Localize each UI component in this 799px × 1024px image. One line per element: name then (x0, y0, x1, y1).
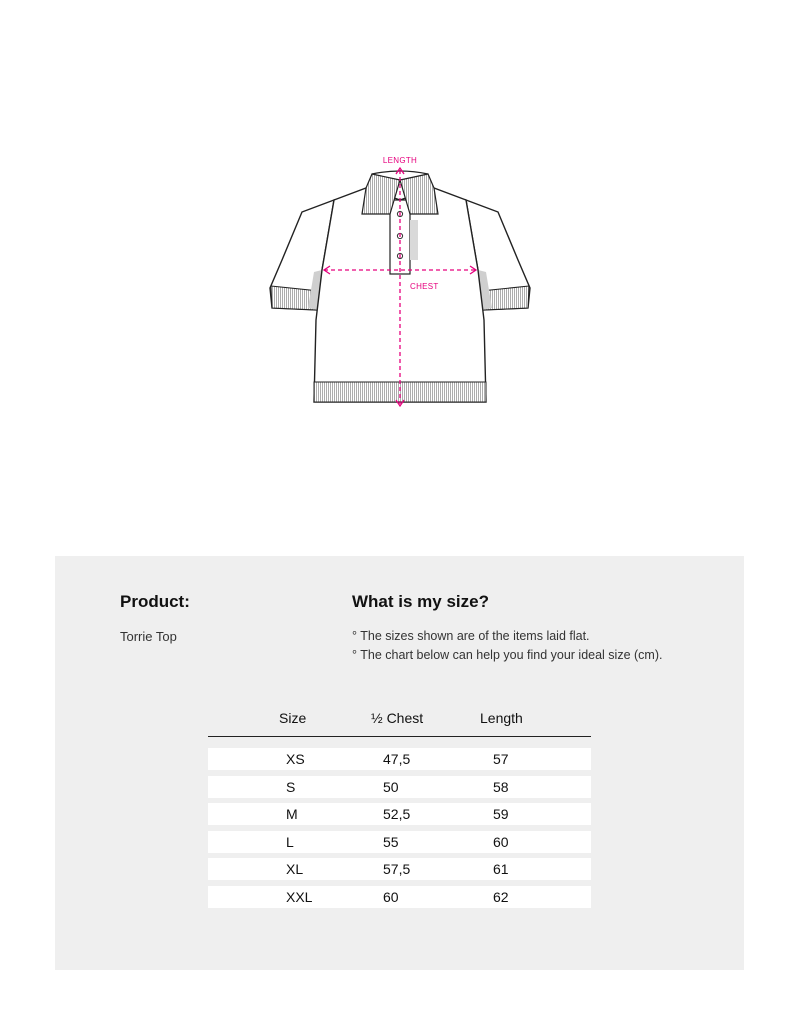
cell-length: 60 (493, 833, 509, 850)
cell-half-chest: 47,5 (383, 751, 411, 767)
cell-size: XS (286, 751, 305, 767)
table-row (208, 748, 591, 770)
product-heading: Product: (120, 592, 190, 611)
size-table-header (208, 706, 591, 737)
product-name: Torrie Top (120, 629, 177, 644)
size-table-body (208, 737, 591, 908)
table-row (208, 858, 591, 880)
cell-half-chest: 52,5 (383, 806, 411, 823)
header-half-chest: ½ Chest (371, 710, 424, 726)
cell-half-chest: 55 (383, 833, 399, 850)
header-length: Length (480, 710, 523, 726)
size-table (208, 706, 591, 908)
cell-half-chest: 57,5 (383, 861, 411, 878)
cell-size: M (286, 806, 298, 823)
size-guide-panel (55, 556, 744, 970)
size-note-1: ° The sizes shown are of the items laid flat. (352, 629, 590, 643)
cell-length: 58 (493, 778, 509, 795)
cell-size: S (286, 778, 296, 795)
cell-size: XXL (286, 888, 313, 905)
table-row (208, 886, 591, 908)
cell-half-chest: 60 (383, 888, 399, 905)
polo-shirt-illustration (262, 150, 538, 415)
cell-size: L (286, 833, 294, 850)
polo-shirt-diagram (262, 150, 538, 415)
size-note-2: ° The chart below can help you find your ideal size (cm). (352, 648, 663, 662)
cell-size: XL (286, 861, 304, 878)
table-row (208, 803, 591, 825)
table-row (208, 776, 591, 798)
cell-length: 57 (493, 751, 509, 767)
cell-length: 62 (493, 888, 509, 905)
cell-length: 61 (493, 861, 509, 878)
table-row (208, 831, 591, 853)
size-heading: What is my size? (352, 592, 489, 611)
header-size: Size (279, 710, 307, 726)
cell-length: 59 (493, 806, 509, 823)
cell-half-chest: 50 (383, 778, 399, 795)
length-label: LENGTH (382, 156, 418, 165)
chest-label: CHEST (410, 282, 439, 291)
